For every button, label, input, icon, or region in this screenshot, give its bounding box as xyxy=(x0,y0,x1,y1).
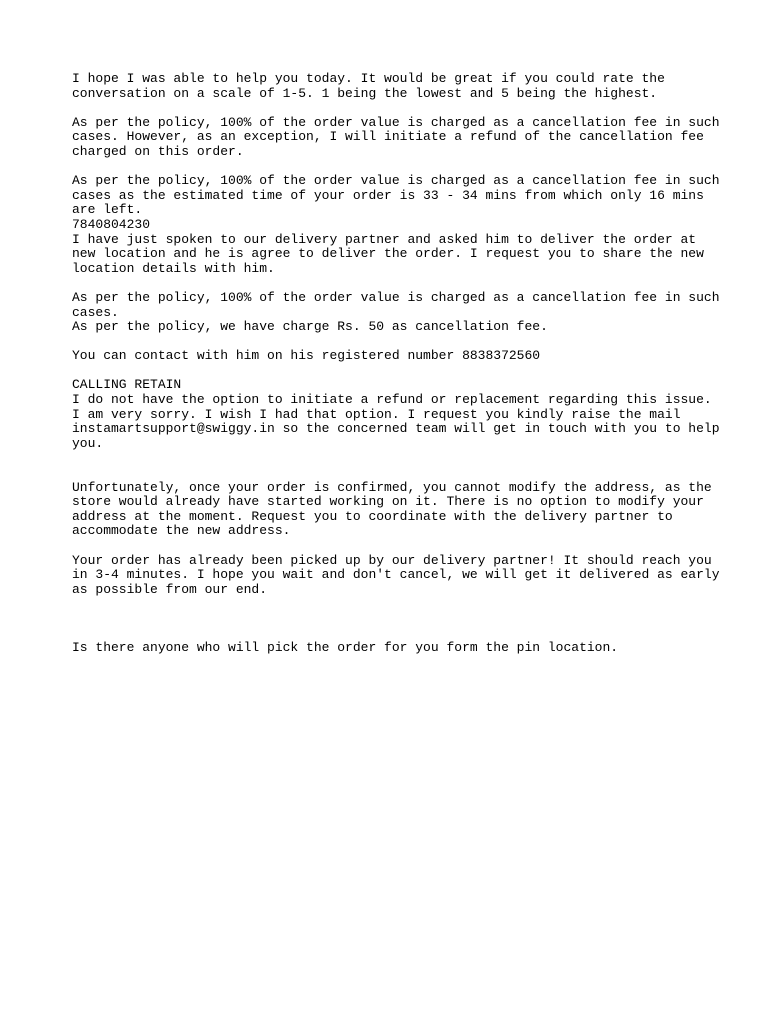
paragraph-spacer xyxy=(72,276,712,291)
text-paragraph xyxy=(72,349,712,364)
text-line xyxy=(72,597,712,612)
text-line: Is there anyone who will pick the order for you form the pin location. xyxy=(72,640,619,656)
text-line: cases. xyxy=(72,304,119,320)
text-line: location details with him. xyxy=(72,260,275,276)
text-line: cases. However, as an exception, I will initiate a refund of the cancellation fee xyxy=(72,129,704,145)
text-paragraph xyxy=(72,173,720,276)
text-line: new location and he is agree to deliver the order. I request you to share the new xyxy=(72,246,704,262)
text-line: accommodate the new address. xyxy=(72,523,291,539)
text-paragraph xyxy=(72,552,720,627)
paragraph-spacer xyxy=(72,160,712,175)
text-line: 7840804230 xyxy=(72,216,151,232)
paragraph-spacer xyxy=(72,627,712,642)
text-line: in 3-4 minutes. I hope you wait and don't cancel, we will get it delivered as early xyxy=(72,567,720,583)
text-line: I hope I was able to help you today. It would be great if you could rate the xyxy=(72,71,665,86)
text-line xyxy=(72,451,712,466)
text-line: I am very sorry. I wish I had that option. I request you kindly raise the mail xyxy=(72,406,681,422)
paragraph-spacer xyxy=(72,539,712,554)
text-line: CALLING RETAIN xyxy=(72,377,182,393)
text-line: are left. xyxy=(72,202,143,218)
text-line: As per the policy, 100% of the order value is charged as a cancellation fee in such xyxy=(72,289,720,305)
text-line: instamartsupport@swiggy.in so the concerned team will get in touch with you to help xyxy=(72,421,720,437)
text-line: cases as the estimated time of your order is 33 - 34 mins from which only 16 mins xyxy=(72,187,704,203)
text-line: charged on this order. xyxy=(72,143,244,159)
text-line: as possible from our end. xyxy=(72,581,268,597)
text-line: store would already have started working on it. There is no option to modify your xyxy=(72,494,704,510)
text-line: conversation on a scale of 1-5. 1 being the lowest and 5 being the highest. xyxy=(72,85,658,101)
text-paragraph xyxy=(72,114,720,160)
paragraph-spacer xyxy=(72,101,712,116)
text-line: As per the policy, we have charge Rs. 50 as cancellation fee. xyxy=(72,319,548,335)
text-line xyxy=(72,612,712,627)
paragraph-spacer xyxy=(72,466,712,481)
text-line: I do not have the option to initiate a refund or replacement regarding this issue. xyxy=(72,392,712,408)
text-line: you. xyxy=(72,435,104,451)
text-paragraph xyxy=(72,289,720,335)
paragraph-spacer xyxy=(72,335,712,350)
text-paragraph xyxy=(72,377,720,466)
text-line: You can contact with him on his registered number 8838372560 xyxy=(72,348,541,364)
text-line: Unfortunately, once your order is confirmed, you cannot modify the address, as the xyxy=(72,479,712,495)
text-paragraph xyxy=(72,641,712,656)
text-line: address at the moment. Request you to coordinate with the delivery partner to xyxy=(72,508,673,524)
text-line: As per the policy, 100% of the order value is charged as a cancellation fee in such xyxy=(72,114,720,130)
text-line: Your order has already been picked up by our delivery partner! It should reach you xyxy=(72,552,712,568)
text-line: I have just spoken to our delivery partner and asked him to deliver the order at xyxy=(72,231,697,247)
text-paragraph xyxy=(72,481,712,539)
text-line: As per the policy, 100% of the order value is charged as a cancellation fee in such xyxy=(72,173,720,189)
text-paragraph xyxy=(72,72,712,101)
document-page xyxy=(72,71,720,656)
paragraph-spacer xyxy=(72,364,712,379)
